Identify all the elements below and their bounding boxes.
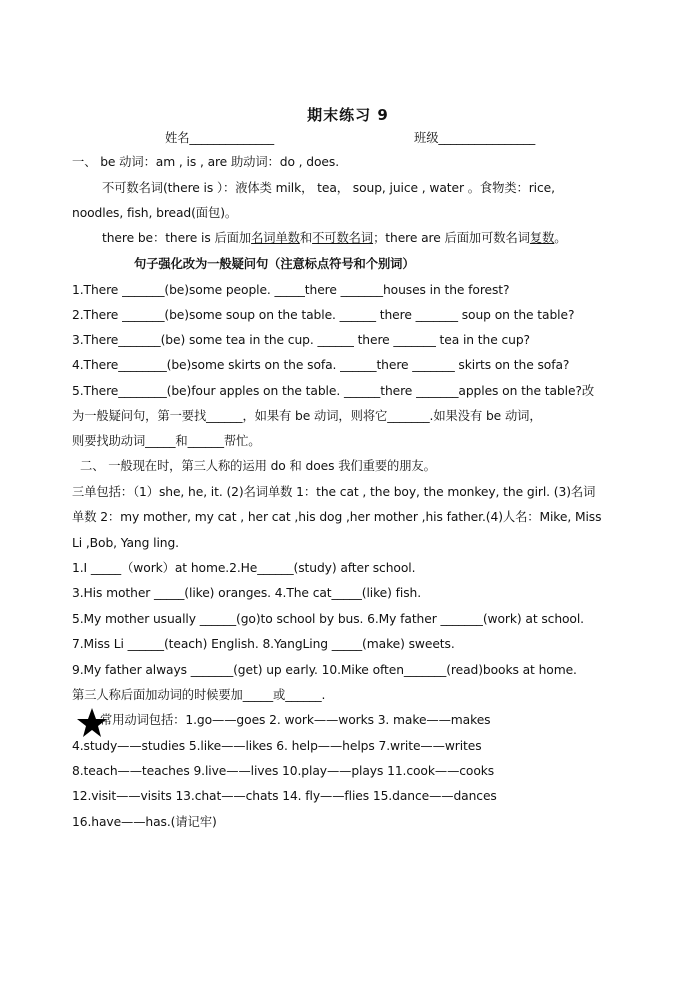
third-person-rule: 第三人称后面加动词的时候要加_____或______. bbox=[72, 688, 326, 702]
question-line: 3.His mother _____(like) oranges. 4.The cat_____(like) fish. bbox=[72, 586, 422, 600]
class-field-label: 班级________________ bbox=[414, 131, 536, 145]
verb-list-line: 12.visit——visits 13.chat——chats 14. fly——flies 15.dance——dances bbox=[72, 789, 497, 803]
rule-part: there be：there is 后面加 bbox=[102, 231, 252, 245]
question-line: 9.My father always _______(get) up early. 10.Mike often_______(read)books at home. bbox=[72, 663, 577, 677]
section1-subheading: 句子强化改为一般疑问句（注意标点符号和个别词） bbox=[134, 257, 415, 271]
exercise-line: 5.There________(be)four apples on the table. ______there _______apples on the table?改 bbox=[72, 384, 595, 398]
section2-paragraph: 三单包括：（1）she, he, it. (2)名词单数 1：the cat , the boy, the monkey, the girl. (3)名词 bbox=[72, 485, 596, 499]
exercise-line: 为一般疑问句，第一要找______，如果有 be 动词，则将它_______.如果没有 be 动词， bbox=[72, 409, 542, 423]
question-line: 1.I _____（work）at home.2.He______(study) after school. bbox=[72, 561, 416, 575]
exercise-line: 4.There________(be)some skirts on the sofa. ______there _______ skirts on the sofa? bbox=[72, 358, 570, 372]
exercise-line: 1.There _______(be)some people. _____there _______houses in the forest? bbox=[72, 283, 510, 297]
exercise-line: 则要找助动词_____和______帮忙。 bbox=[72, 434, 261, 448]
verb-list-line: 常用动词包括：1.go——goes 2. work——works 3. make——makes bbox=[100, 713, 491, 727]
rule-part: 。 bbox=[554, 231, 567, 245]
section1-line2: 不可数名词(there is ）：液体类 milk， tea， soup, juice , water 。食物类：rice, bbox=[102, 181, 555, 195]
section1-heading: 一、 be 动词：am , is , are 助动词：do , does. bbox=[72, 155, 340, 169]
page-title: 期末练习 9 bbox=[307, 106, 389, 124]
name-field-label: 姓名______________ bbox=[165, 131, 275, 145]
rule-part: 和 bbox=[299, 231, 313, 245]
question-line: 7.Miss Li ______(teach) English. 8.YangLing _____(make) sweets. bbox=[72, 637, 455, 651]
rule-underlined: 不可数名词 bbox=[312, 231, 374, 245]
verb-list-line: 4.study——studies 5.like——likes 6. help——helps 7.write——writes bbox=[72, 739, 482, 753]
exercise-line: 3.There_______(be) some tea in the cup. ______ there _______ tea in the cup? bbox=[72, 333, 530, 347]
question-line: 5.My mother usually ______(go)to school by bus. 6.My father _______(work) at school. bbox=[72, 612, 584, 626]
there-be-rule bbox=[102, 230, 662, 246]
section2-paragraph: 单数 2：my mother, my cat , her cat ,his dog ,her mother ,his father.(4)人名：Mike, Miss bbox=[72, 510, 602, 524]
section2-heading: 二、 一般现在时，第三人称的运用 do 和 does 我们重要的朋友。 bbox=[80, 459, 436, 473]
section2-paragraph: Li ,Bob, Yang ling. bbox=[72, 536, 179, 550]
rule-part: ；there are 后面加可数名词 bbox=[373, 231, 530, 245]
verb-list-line: 8.teach——teaches 9.live——lives 10.play——plays 11.cook——cooks bbox=[72, 764, 495, 778]
section1-line3: noodles, fish, bread(面包)。 bbox=[72, 206, 238, 220]
rule-underlined: 名词单数 bbox=[251, 231, 300, 245]
rule-underlined: 复数 bbox=[529, 231, 555, 245]
exercise-line: 2.There _______(be)some soup on the table. ______ there _______ soup on the table? bbox=[72, 308, 575, 322]
verb-list-line: 16.have——has.(请记牢) bbox=[72, 815, 217, 829]
